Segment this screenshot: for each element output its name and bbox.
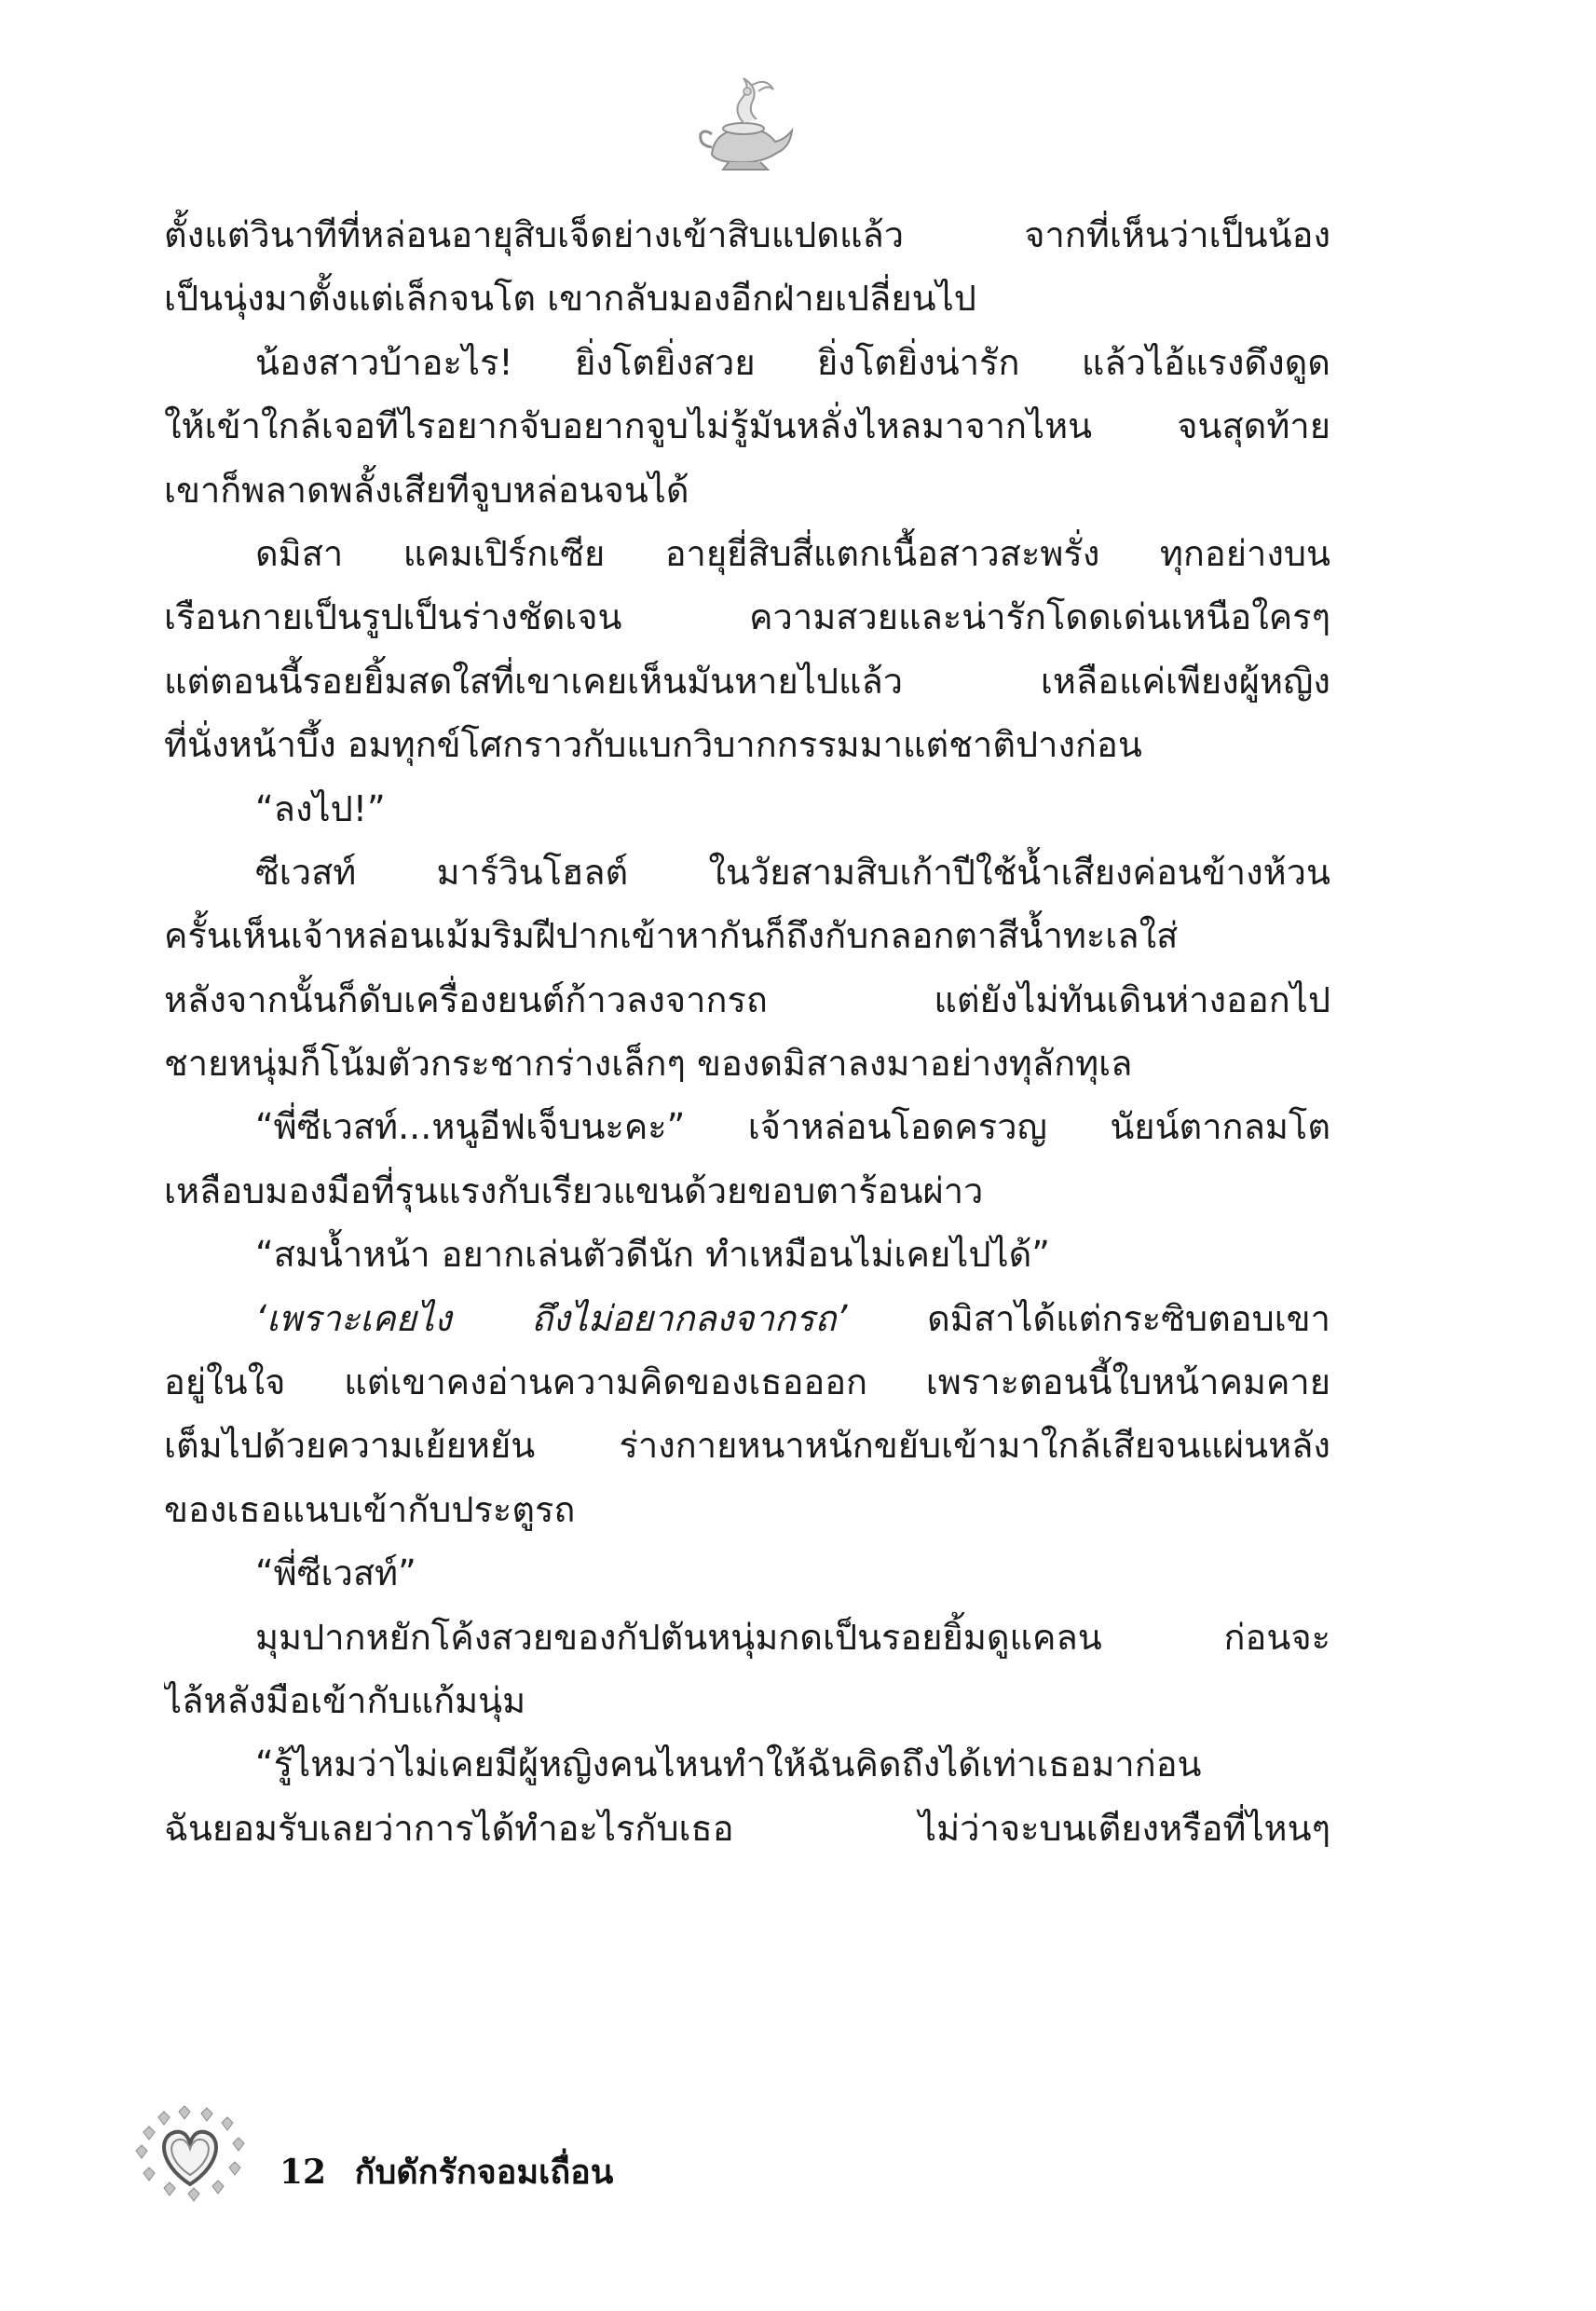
- text-line: เรือนกายเป็นรูปเป็นร่างชัดเจน ความสวยและน่ารักโดดเด่นเหนือใครๆ: [164, 596, 1330, 638]
- text-line: ‘เพราะเคยไง ถึงไม่อยากลงจากรถ’ ดมิสาได้แต่กระซิบตอบเขา: [255, 1297, 1330, 1339]
- text-line: ตั้งแต่วินาทีที่หล่อนอายุสิบเจ็ดย่างเข้าสิบแปดแล้ว จากที่เห็นว่าเป็นน้อง: [164, 214, 1330, 255]
- text-line: ชายหนุ่มก็โน้มตัวกระชากร่างเล็กๆ ของดมิสาลงมาอย่างทุลักทุเล: [164, 1043, 1133, 1085]
- text-line: “รู้ไหมว่าไม่เคยมีผู้หญิงคนไหนทำให้ฉันคิดถึงได้เท่าเธอมาก่อน: [255, 1744, 1202, 1785]
- text-line: ที่นั่งหน้าบึ้ง อมทุกข์โศกราวกับแบกวิบากกรรมมาแต่ชาติปางก่อน: [164, 724, 1142, 766]
- book-title: กับดักรักจอมเถื่อน: [354, 2153, 614, 2192]
- heart-wreath-emblem-icon: [130, 2104, 250, 2205]
- text-line: น้องสาวบ้าอะไร! ยิ่งโตยิ่งสวย ยิ่งโตยิ่งน่ารัก แล้วไอ้แรงดึงดูด: [255, 341, 1330, 383]
- genie-lamp-ornament-icon: [695, 73, 799, 175]
- text-line: แต่ตอนนี้รอยยิ้มสดใสที่เขาเคยเห็นมันหายไปแล้ว เหลือแค่เพียงผู้หญิง: [164, 660, 1330, 702]
- page-number: 12: [280, 2153, 327, 2192]
- body-text: [164, 203, 1330, 1860]
- text-line: เต็มไปด้วยความเย้ยหยัน ร่างกายหนาหนักขยับเข้ามาใกล้เสียจนแผ่นหลัง: [164, 1425, 1330, 1467]
- text-line: “สมน้ำหน้า อยากเล่นตัวดีนัก ทำเหมือนไม่เคยไปได้”: [255, 1234, 1050, 1276]
- text-line: “ลงไป!”: [255, 787, 386, 829]
- text-line: ไล้หลังมือเข้ากับแก้มนุ่ม: [164, 1679, 526, 1721]
- text-line: ซีเวสท์ มาร์วินโฮลต์ ในวัยสามสิบเก้าปีใช้น้ำเสียงค่อนข้างห้วน: [255, 851, 1330, 893]
- text-line: ให้เข้าใกล้เจอทีไรอยากจับอยากจูบไม่รู้มันหลั่งไหลมาจากไหน จนสุดท้าย: [164, 405, 1330, 447]
- text-line: ฉันยอมรับเลยว่าการได้ทำอะไรกับเธอ ไม่ว่าจะบนเตียงหรือที่ไหนๆ: [164, 1807, 1330, 1849]
- page-footer: [280, 2145, 613, 2198]
- text-line: เป็นนุ่งมาตั้งแต่เล็กจนโต เขากลับมองอีกฝ่ายเปลี่ยนไป: [164, 278, 976, 320]
- text-line: หลังจากนั้นก็ดับเครื่องยนต์ก้าวลงจากรถ แต่ยังไม่ทันเดินห่างออกไป: [164, 978, 1330, 1020]
- inner-thought: ‘เพราะเคยไง ถึงไม่อยากลงจากรถ’: [255, 1297, 848, 1339]
- text-line: เหลือบมองมือที่รุนแรงกับเรียวแขนด้วยขอบตาร้อนผ่าว: [164, 1169, 984, 1211]
- text-line: มุมปากหยักโค้งสวยของกัปตันหนุ่มกดเป็นรอยยิ้มดูแคลน ก่อนจะ: [255, 1616, 1330, 1658]
- text-line: ดมิสา แคมเปิร์กเซีย อายุยี่สิบสี่แตกเนื้อสาวสะพรั่ง ทุกอย่างบน: [255, 532, 1330, 574]
- text-line: “พี่ซีเวสท์”: [255, 1552, 416, 1594]
- text-line: เขาก็พลาดพลั้งเสียทีจูบหล่อนจนได้: [164, 469, 689, 511]
- text-line: ของเธอแนบเข้ากับประตูรถ: [164, 1488, 576, 1530]
- text-line: “พี่ซีเวสท์...หนูอีฟเจ็บนะคะ” เจ้าหล่อนโอดครวญ นัยน์ตากลมโต: [255, 1106, 1330, 1148]
- text-line: ครั้นเห็นเจ้าหล่อนเม้มริมฝีปากเข้าหากันก็ถึงกับกลอกตาสีน้ำทะเลใส่: [164, 915, 1179, 957]
- text-line: อยู่ในใจ แต่เขาคงอ่านความคิดของเธอออก เพราะตอนนี้ใบหน้าคมคาย: [164, 1361, 1330, 1403]
